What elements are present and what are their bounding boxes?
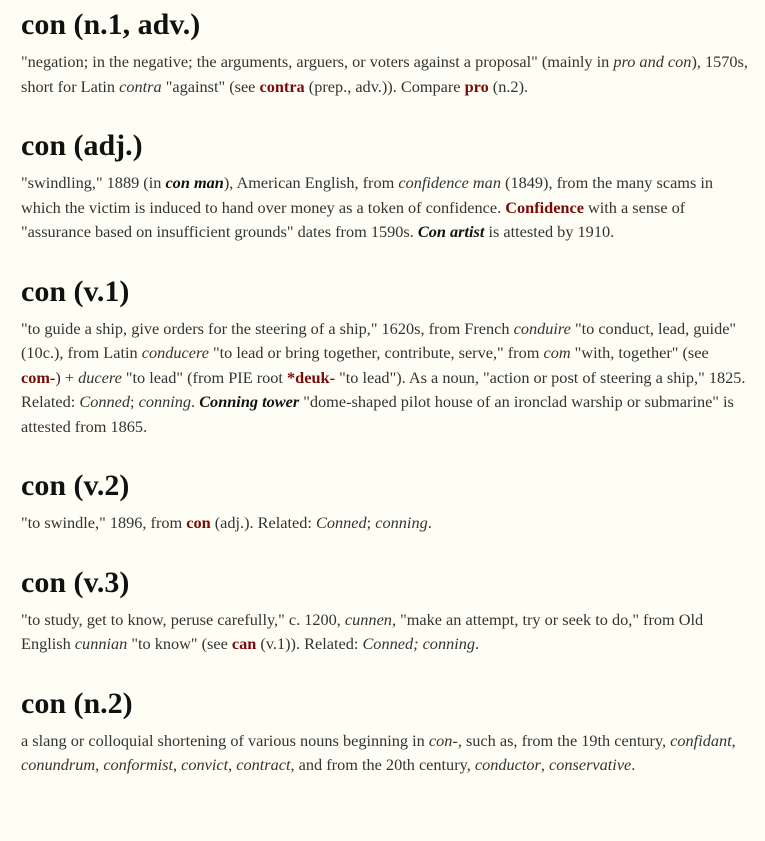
emphasis-text: Conning tower [199, 392, 300, 411]
text: . [191, 392, 200, 411]
emphasis-text: conduire [513, 318, 571, 338]
emphasis-text: conformist [103, 755, 173, 774]
text: "to study, get to know, peruse carefully," c. 1200, [21, 609, 345, 629]
text: . [475, 634, 480, 653]
text: "to swindle," 1896, from [21, 513, 187, 532]
cross-reference-link[interactable]: con [186, 513, 211, 532]
text: (v.1)). Related: [256, 634, 363, 653]
emphasis-text: convict [181, 755, 229, 774]
emphasis-text: conning [138, 392, 192, 411]
entry [21, 467, 751, 536]
emphasis-text: conundrum [21, 755, 96, 774]
emphasis-text: con man [165, 173, 224, 192]
entry-definition [21, 317, 751, 440]
text: "to know" (see [127, 634, 232, 653]
emphasis-text: confidence man [398, 173, 501, 192]
text: "swindling," 1889 (in [21, 173, 166, 192]
text: "to guide a ship, give orders for the steering of a ship," 1620s, from French [21, 318, 514, 338]
entry-heading: con (n.1, adv.) [21, 8, 201, 41]
emphasis-text: Conned [79, 392, 130, 411]
entry [21, 564, 751, 657]
entry-heading: con (v.1) [21, 274, 130, 308]
text: , [731, 730, 736, 750]
text: is attested by 1910. [484, 222, 615, 241]
text: "to lead or bring together, contribute, serve," from [208, 343, 544, 362]
text: with a sense of "assurance based on insufficient grounds" dates from 1590s. [21, 197, 686, 241]
text: "dome-shaped pilot house of an ironclad warship or submarine" is attested from 1865. [21, 392, 734, 436]
text: , and from the 20th century, [290, 755, 475, 774]
text: ), 1570s, short for Latin [21, 52, 748, 96]
text: (adj.). Related: [210, 513, 317, 532]
emphasis-text: conservative [549, 755, 632, 774]
text: , [95, 755, 104, 774]
text: "to lead" (from PIE root [121, 367, 288, 387]
entry-definition [21, 50, 751, 99]
entry-definition [21, 171, 751, 245]
entry-definition [21, 608, 751, 657]
emphasis-text: conning [375, 513, 428, 532]
text: , such as, from the 19th century, [457, 730, 671, 750]
text: "with, together" (see [570, 343, 709, 362]
text: "negation; in the negative; the arguments, arguers, or voters against a proposal" (mainly in [21, 52, 614, 71]
emphasis-text: cunnian [74, 634, 128, 653]
cross-reference-link[interactable]: com- [21, 367, 56, 387]
entry-heading: con (n.2) [21, 686, 133, 720]
text: "to conduct, lead, guide" (10c.), from Latin [21, 318, 737, 362]
emphasis-text: contra [119, 76, 162, 96]
text: ; [366, 513, 376, 532]
entry [21, 127, 751, 245]
text: . [631, 755, 636, 774]
text: ) + [55, 367, 79, 387]
cross-reference-link[interactable]: Confidence [505, 197, 584, 217]
emphasis-text: conducere [141, 343, 209, 362]
emphasis-text: Con artist [417, 222, 485, 241]
text: "to lead"). As a noun, "action or post of steering a ship," 1825. Related: [21, 367, 746, 411]
cross-reference-link[interactable]: contra [259, 76, 305, 96]
cross-reference-link[interactable]: can [231, 634, 257, 653]
text: (n.2). [488, 76, 529, 96]
text: , [228, 755, 237, 774]
entry [21, 6, 751, 99]
emphasis-text: confidant [670, 730, 732, 750]
text: . [427, 513, 432, 532]
text: "against" (see [161, 76, 260, 96]
text: , [172, 755, 182, 774]
entry [21, 273, 751, 440]
entry-heading: con (v.3) [21, 565, 130, 599]
text: (1849), from the many scams in which the victim is induced to hand over money as a token of confidence. [21, 173, 714, 217]
text: ), American English, from [223, 173, 399, 192]
emphasis-text: conductor [474, 755, 541, 774]
text: , "make an attempt, try or seek to do," from Old English [21, 609, 704, 653]
emphasis-text: ducere [78, 367, 122, 387]
emphasis-text: com [543, 343, 571, 362]
emphasis-text: pro and con [613, 52, 692, 71]
text: , [540, 755, 550, 774]
entry-heading: con (v.2) [21, 469, 130, 502]
emphasis-text: Conned; conning [362, 634, 476, 653]
emphasis-text: contract [236, 755, 291, 774]
text: ; [129, 392, 139, 411]
entry-heading: con (adj.) [21, 129, 143, 162]
emphasis-text: cunnen [344, 609, 392, 629]
cross-reference-link[interactable]: pro [464, 76, 489, 96]
entry-definition [21, 511, 751, 536]
entry [21, 685, 751, 778]
emphasis-text: con- [428, 730, 458, 750]
entry-definition [21, 729, 751, 778]
emphasis-text: Conned [316, 513, 367, 532]
text: (prep., adv.)). Compare [304, 76, 465, 96]
text: a slang or colloquial shortening of various nouns beginning in [21, 730, 429, 750]
cross-reference-link[interactable]: *deuk- [287, 367, 335, 387]
